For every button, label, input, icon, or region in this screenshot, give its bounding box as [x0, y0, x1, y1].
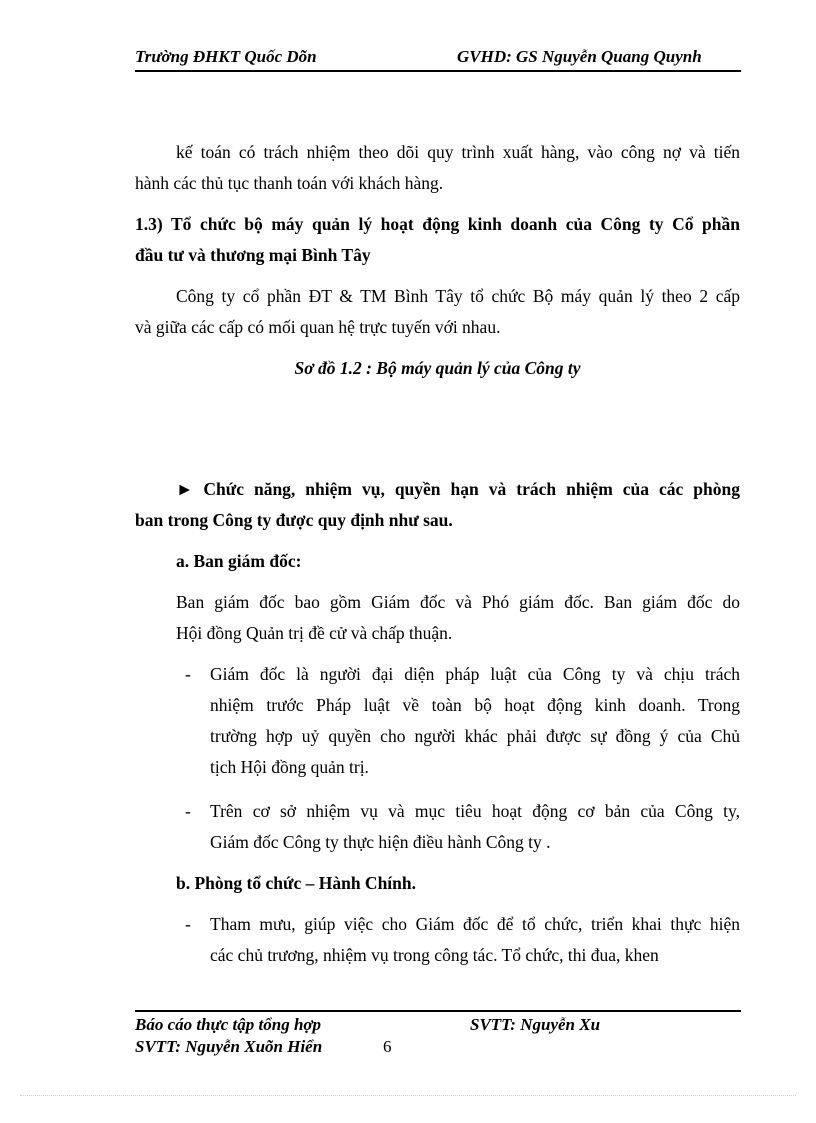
functions-heading-line1: ► Chức năng, nhiệm vụ, quyền hạn và trách nhiệm của các phòng [176, 479, 740, 499]
bullet3-line2: các chủ trương, nhiệm vụ trong công tác. Tổ chức, thi đua, khen [210, 945, 659, 965]
para2-line2: và giữa các cấp có mối quan hệ trực tuyến với nhau. [135, 317, 501, 337]
section-a-para-line2: Hội đồng Quản trị đề cử và chấp thuận. [176, 623, 453, 643]
diagram-caption: Sơ đồ 1.2 : Bộ máy quản lý của Công ty [294, 358, 581, 378]
header-rule [135, 70, 741, 72]
footer-rule [135, 1010, 741, 1012]
footer-report-title: Báo cáo thực tập tổng hợp [135, 1015, 322, 1034]
para1-line2: hành các thủ tục thanh toán với khách hàng. [135, 173, 444, 193]
bullet-dash: - [185, 914, 191, 934]
page-bottom-dotted-line [20, 1095, 796, 1096]
header-school: Trường ĐHKT Quốc Dõn [135, 47, 317, 66]
functions-heading-line2: ban trong Công ty được quy định như sau. [135, 510, 453, 530]
section-b-title: b. Phòng tổ chức – Hành Chính. [176, 873, 417, 893]
bullet-dash: - [185, 801, 191, 821]
bullet2-line2: Giám đốc Công ty thực hiện điều hành Công ty . [210, 832, 551, 852]
bullet1-line2: nhiệm trước Pháp luật về toàn bộ hoạt động kinh doanh. Trong [210, 695, 740, 715]
section-heading-line2: đầu tư và thương mại Bình Tây [135, 245, 371, 265]
section-heading-line1: 1.3) Tổ chức bộ máy quản lý hoạt động kinh doanh của Công ty Cổ phần [135, 214, 740, 234]
bullet-dash: - [185, 664, 191, 684]
page-number: 6 [383, 1037, 392, 1056]
bullet1-line1: Giám đốc là người đại diện pháp luật của Công ty và chịu trách [210, 664, 740, 684]
bullet2-line1: Trên cơ sở nhiệm vụ và mục tiêu hoạt động cơ bản của Công ty, [210, 801, 740, 821]
bullet1-line3: trường hợp uỷ quyền cho người khác phải được sự đồng ý của Chủ [210, 726, 740, 746]
section-a-para-line1: Ban giám đốc bao gồm Giám đốc và Phó giám đốc. Ban giám đốc do [176, 592, 740, 612]
footer-student-right: SVTT: Nguyễn Xu [470, 1015, 601, 1034]
bullet1-line4: tịch Hội đồng quản trị. [210, 757, 369, 777]
footer-student-left: SVTT: Nguyễn Xuõn Hiển [135, 1037, 323, 1056]
header-advisor: GVHD: GS Nguyễn Quang Quynh [457, 47, 702, 66]
para1-line1: kế toán có trách nhiệm theo dõi quy trình xuất hàng, vào công nợ và tiến [176, 142, 740, 162]
section-a-title: a. Ban giám đốc: [176, 551, 302, 571]
bullet3-line1: Tham mưu, giúp việc cho Giám đốc để tổ chức, triển khai thực hiện [210, 914, 740, 934]
para2-line1: Công ty cổ phần ĐT & TM Bình Tây tổ chức Bộ máy quản lý theo 2 cấp [176, 286, 740, 306]
